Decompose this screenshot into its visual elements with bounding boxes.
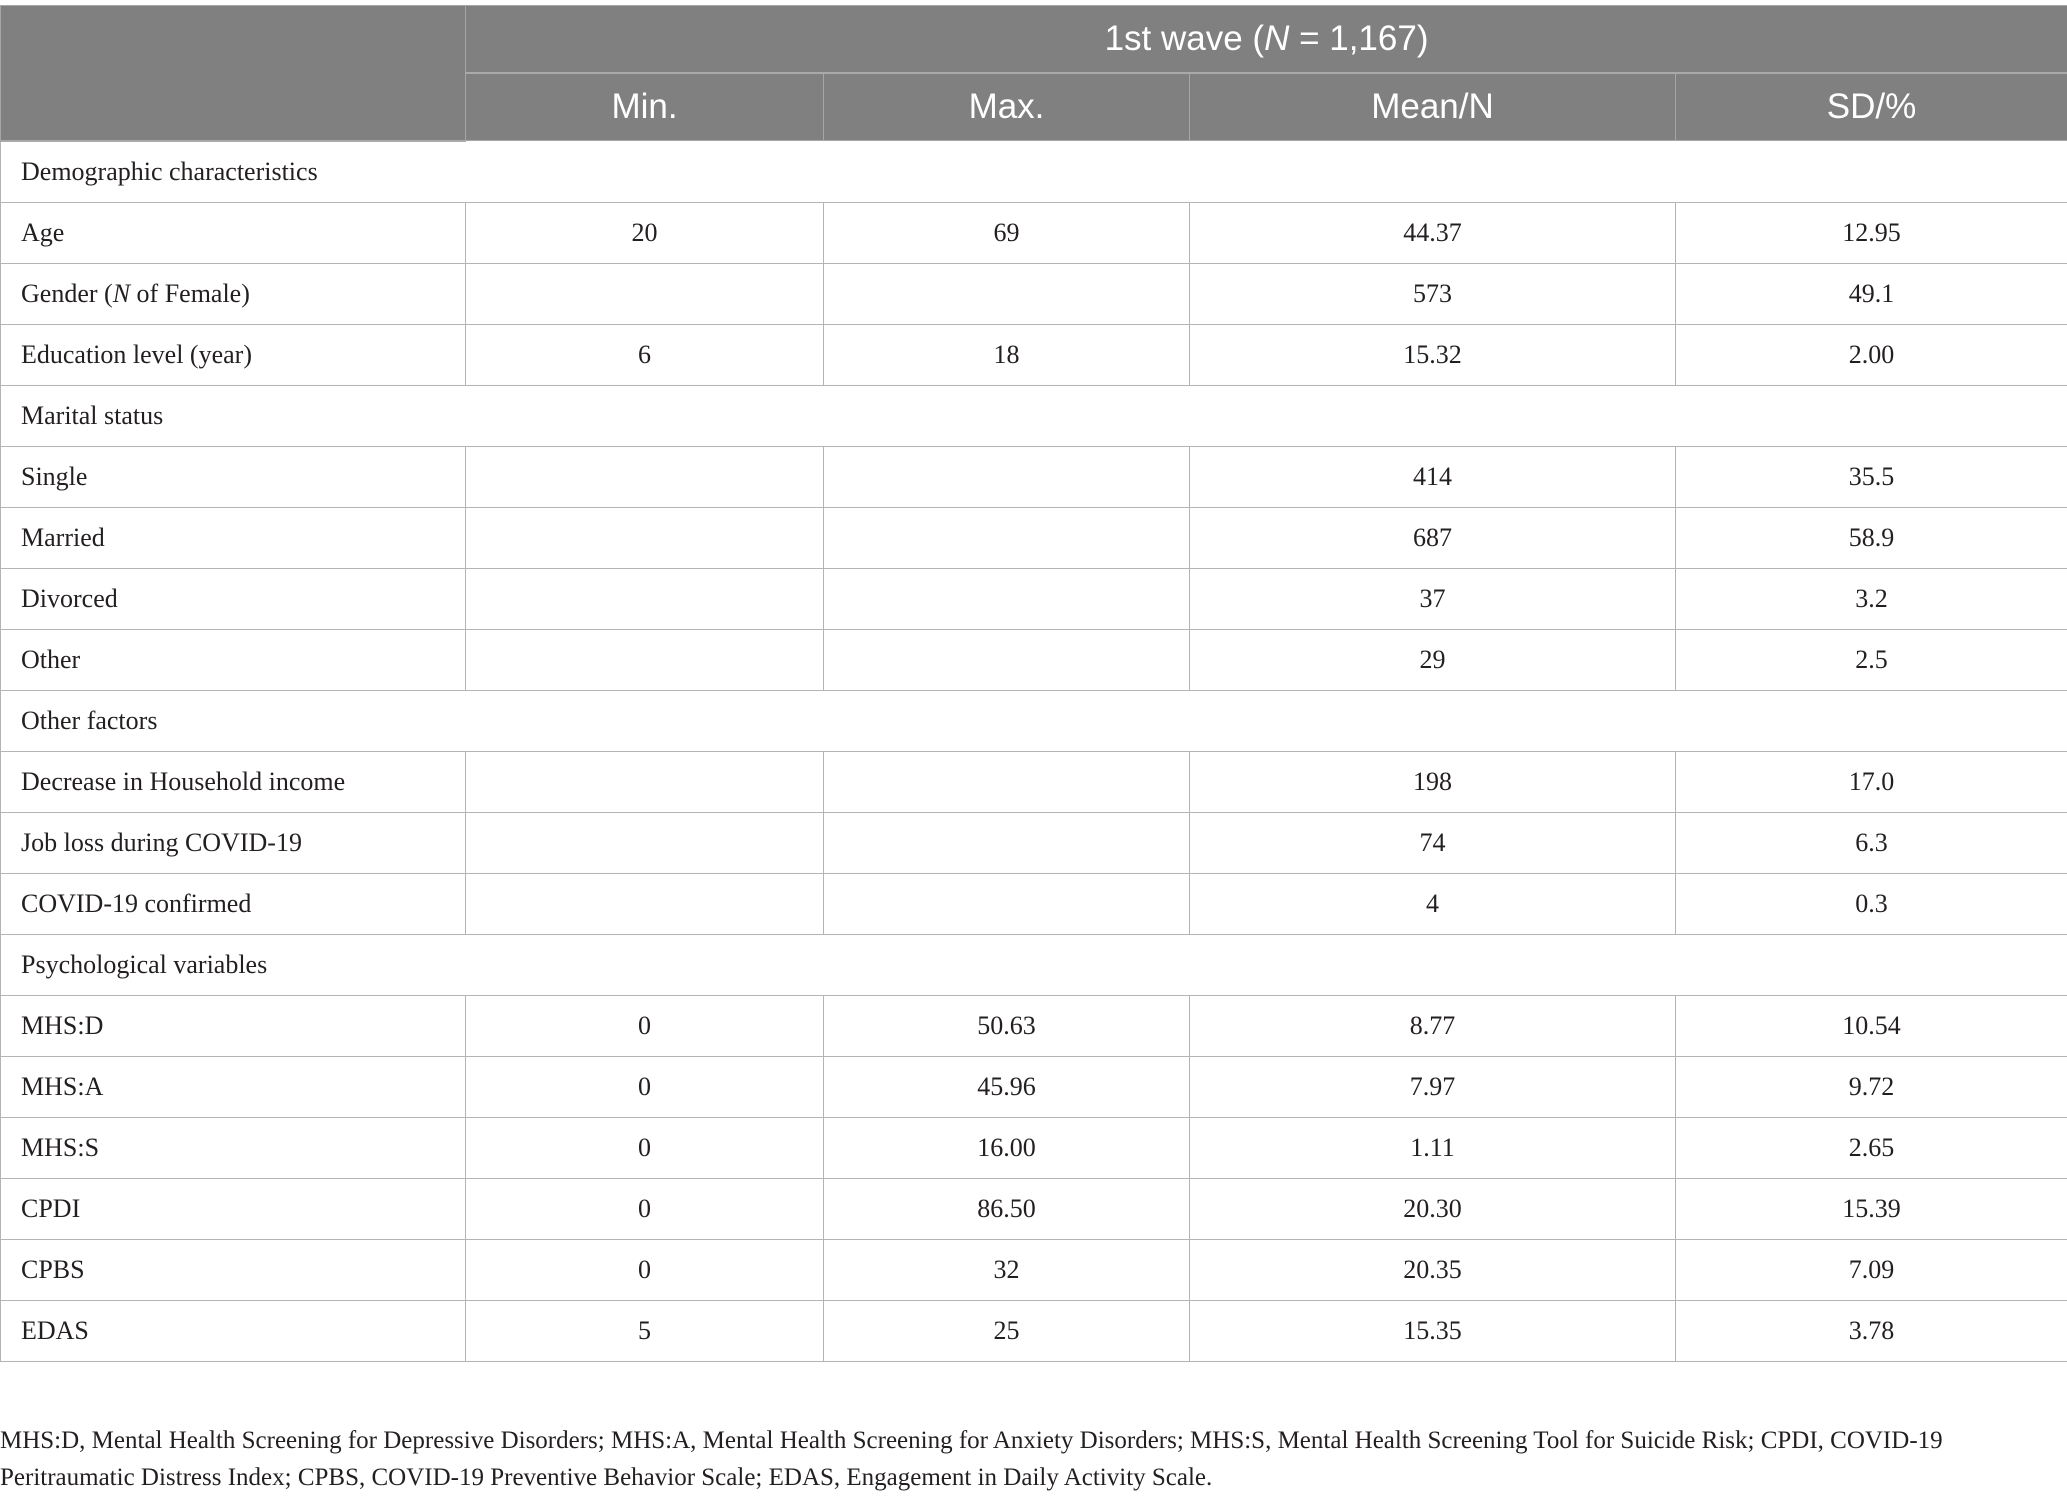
cell-max <box>824 751 1190 812</box>
cell-max <box>824 568 1190 629</box>
header-row-wave <box>1 6 2067 74</box>
cell-mean: 1.11 <box>1190 1117 1676 1178</box>
cell-min: 5 <box>466 1300 824 1361</box>
row-label: Job loss during COVID-19 <box>1 812 466 873</box>
row-label: Decrease in Household income <box>1 751 466 812</box>
table-header <box>1 6 2067 141</box>
descriptive-statistics-table <box>0 5 2067 1362</box>
row-label: Married <box>1 507 466 568</box>
table-body <box>1 141 2067 1362</box>
cell-min <box>466 812 824 873</box>
cell-max: 50.63 <box>824 995 1190 1056</box>
row-label: CPDI <box>1 1178 466 1239</box>
cell-mean: 44.37 <box>1190 202 1676 263</box>
cell-sd: 10.54 <box>1676 995 2067 1056</box>
table-row-covid-confirmed <box>1 873 2067 934</box>
cell-max <box>824 507 1190 568</box>
row-label: Other <box>1 629 466 690</box>
cell-sd: 17.0 <box>1676 751 2067 812</box>
cell-sd: 0.3 <box>1676 873 2067 934</box>
column-header-sd: SD/% <box>1676 73 2067 141</box>
cell-max: 45.96 <box>824 1056 1190 1117</box>
table-footnote: MHS:D, Mental Health Screening for Depressive Disorders; MHS:A, Mental Health Screening for Anxiety Disorders; MHS:S, Mental Health Screening Tool for Suicide Risk; CPDI, COVID-19 Peritraumatic Distress Index; CPBS, COVID-19 Preventive Behavior Scale; EDAS, Engagement in Daily Activity Scale. <box>0 1427 1943 1491</box>
table-row-marital-other <box>1 629 2067 690</box>
cell-max <box>824 812 1190 873</box>
gender-label-suffix: of Female) <box>130 278 250 308</box>
table-row-gender <box>1 263 2067 324</box>
cell-sd: 15.39 <box>1676 1178 2067 1239</box>
cell-mean: 7.97 <box>1190 1056 1676 1117</box>
gender-label-prefix: Gender ( <box>21 278 113 308</box>
cell-min <box>466 568 824 629</box>
cell-sd: 35.5 <box>1676 446 2067 507</box>
section-row-other-factors <box>1 690 2067 751</box>
cell-sd: 6.3 <box>1676 812 2067 873</box>
row-label: MHS:A <box>1 1056 466 1117</box>
cell-min <box>466 751 824 812</box>
cell-max: 25 <box>824 1300 1190 1361</box>
cell-mean: 15.32 <box>1190 324 1676 385</box>
cell-min: 6 <box>466 324 824 385</box>
cell-max: 32 <box>824 1239 1190 1300</box>
cell-mean: 414 <box>1190 446 1676 507</box>
row-label: Age <box>1 202 466 263</box>
section-row-psychological <box>1 934 2067 995</box>
table-row-mhs-d <box>1 995 2067 1056</box>
cell-sd: 2.65 <box>1676 1117 2067 1178</box>
cell-sd: 3.78 <box>1676 1300 2067 1361</box>
cell-max: 69 <box>824 202 1190 263</box>
column-header-min: Min. <box>466 73 824 141</box>
row-label: COVID-19 confirmed <box>1 873 466 934</box>
row-label: MHS:D <box>1 995 466 1056</box>
row-label: MHS:S <box>1 1117 466 1178</box>
cell-max <box>824 446 1190 507</box>
cell-max: 86.50 <box>824 1178 1190 1239</box>
section-label: Demographic characteristics <box>1 141 2067 203</box>
cell-sd: 49.1 <box>1676 263 2067 324</box>
section-label: Other factors <box>1 690 2067 751</box>
wave-n-symbol: N <box>1264 19 1290 58</box>
section-row-marital <box>1 385 2067 446</box>
table-row-divorced <box>1 568 2067 629</box>
header-blank-cell <box>1 6 466 141</box>
section-label: Psychological variables <box>1 934 2067 995</box>
cell-min: 0 <box>466 1056 824 1117</box>
row-label: Divorced <box>1 568 466 629</box>
cell-sd: 9.72 <box>1676 1056 2067 1117</box>
cell-min <box>466 873 824 934</box>
cell-min <box>466 263 824 324</box>
cell-sd: 3.2 <box>1676 568 2067 629</box>
row-label: EDAS <box>1 1300 466 1361</box>
table-row-cpbs <box>1 1239 2067 1300</box>
table-row-job-loss <box>1 812 2067 873</box>
cell-mean: 687 <box>1190 507 1676 568</box>
cell-mean: 15.35 <box>1190 1300 1676 1361</box>
cell-max <box>824 629 1190 690</box>
cell-mean: 20.35 <box>1190 1239 1676 1300</box>
cell-mean: 74 <box>1190 812 1676 873</box>
row-label: Single <box>1 446 466 507</box>
table-row-mhs-a <box>1 1056 2067 1117</box>
table-row-edas <box>1 1300 2067 1361</box>
cell-mean: 4 <box>1190 873 1676 934</box>
cell-min: 20 <box>466 202 824 263</box>
cell-min: 0 <box>466 1117 824 1178</box>
cell-max: 18 <box>824 324 1190 385</box>
cell-min <box>466 507 824 568</box>
table-row-mhs-s <box>1 1117 2067 1178</box>
cell-min: 0 <box>466 995 824 1056</box>
table-row-income <box>1 751 2067 812</box>
cell-mean: 198 <box>1190 751 1676 812</box>
cell-max <box>824 263 1190 324</box>
cell-min <box>466 629 824 690</box>
cell-sd: 2.5 <box>1676 629 2067 690</box>
cell-mean: 29 <box>1190 629 1676 690</box>
cell-sd: 2.00 <box>1676 324 2067 385</box>
column-header-mean: Mean/N <box>1190 73 1676 141</box>
column-header-max: Max. <box>824 73 1190 141</box>
table-row-single <box>1 446 2067 507</box>
cell-mean: 37 <box>1190 568 1676 629</box>
section-row-demographic <box>1 141 2067 203</box>
row-label: Education level (year) <box>1 324 466 385</box>
wave-prefix: 1st wave ( <box>1104 19 1265 58</box>
cell-max <box>824 873 1190 934</box>
section-label: Marital status <box>1 385 2067 446</box>
gender-label-n: N <box>112 278 131 308</box>
cell-mean: 8.77 <box>1190 995 1676 1056</box>
cell-min: 0 <box>466 1178 824 1239</box>
cell-min: 0 <box>466 1239 824 1300</box>
row-label: CPBS <box>1 1239 466 1300</box>
cell-min <box>466 446 824 507</box>
cell-sd: 7.09 <box>1676 1239 2067 1300</box>
cell-max: 16.00 <box>824 1117 1190 1178</box>
table-row-age <box>1 202 2067 263</box>
cell-sd: 58.9 <box>1676 507 2067 568</box>
header-wave-cell <box>466 6 2067 74</box>
cell-mean: 20.30 <box>1190 1178 1676 1239</box>
cell-mean: 573 <box>1190 263 1676 324</box>
table-row-education <box>1 324 2067 385</box>
cell-sd: 12.95 <box>1676 202 2067 263</box>
row-label <box>1 263 466 324</box>
table-row-married <box>1 507 2067 568</box>
table-row-cpdi <box>1 1178 2067 1239</box>
wave-suffix: = 1,167) <box>1289 19 1429 58</box>
